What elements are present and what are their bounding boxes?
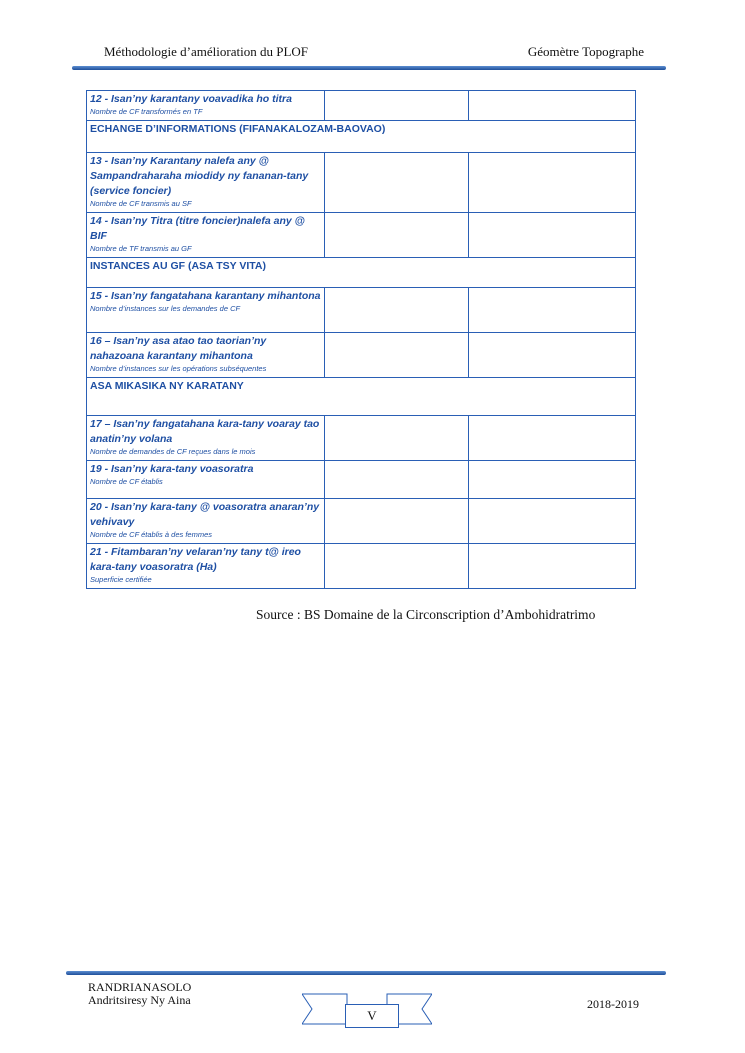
section-title: ECHANGE D’INFORMATIONS (FIFANAKALOZAM-BAOVAO) [90, 123, 386, 135]
table-row [87, 461, 636, 499]
value-cell [469, 213, 636, 258]
page-number: V [345, 1004, 399, 1028]
row-label-cell [87, 378, 636, 416]
author-name-line1: RANDRIANASOLO [88, 980, 192, 994]
row-label-cell [87, 461, 325, 499]
value-cell [469, 499, 636, 544]
row-label: 12 - Isan’ny karantany voavadika ho titra [90, 93, 292, 105]
table-row [87, 333, 636, 378]
author-name-line2: Andritsiresy Ny Aina [88, 993, 191, 1007]
table-row [87, 153, 636, 213]
value-cell [469, 91, 636, 121]
value-cell [469, 544, 636, 589]
row-sublabel: Nombre de CF établis à des femmes [90, 530, 212, 539]
scanned-table [86, 90, 636, 589]
row-label-cell [87, 499, 325, 544]
academic-year: 2018-2019 [587, 997, 639, 1011]
table-section-row [87, 121, 636, 153]
table-section-row [87, 378, 636, 416]
table-row [87, 416, 636, 461]
table-section-row [87, 258, 636, 288]
section-title: INSTANCES AU GF (ASA TSY VITA) [90, 260, 266, 272]
header-subject: Géomètre Topographe [527, 44, 644, 59]
row-sublabel: Nombre d’instances sur les demandes de CF [90, 304, 241, 313]
row-label-cell [87, 213, 325, 258]
row-label: 17 – Isan’ny fangatahana kara-tany voaray tao anatin’ny volana [90, 418, 320, 445]
author-name [88, 981, 191, 1007]
row-sublabel: Nombre d’instances sur les opérations subséquentes [90, 364, 267, 373]
row-sublabel: Superficie certifiée [90, 575, 152, 584]
value-cell [469, 333, 636, 378]
header-title: Méthodologie d’amélioration du PLOF [104, 44, 309, 59]
row-label-cell [87, 258, 636, 288]
value-cell [325, 499, 469, 544]
table-row [87, 288, 636, 333]
header-rule [72, 66, 666, 70]
value-cell [325, 461, 469, 499]
row-label: 19 - Isan’ny kara-tany voasoratra [90, 463, 254, 475]
row-label-cell [87, 544, 325, 589]
row-label: 20 - Isan’ny kara-tany @ voasoratra anaran’ny vehivavy [90, 501, 320, 528]
row-label-cell [87, 91, 325, 121]
row-label: 16 – Isan’ny asa atao tao taorian’ny nahazoana karantany mihantona [90, 335, 267, 362]
row-label-cell [87, 288, 325, 333]
row-label-cell [87, 121, 636, 153]
row-label: 14 - Isan’ny Titra (titre foncier)nalefa any @ BIF [90, 215, 305, 242]
value-cell [469, 461, 636, 499]
table-row [87, 544, 636, 589]
table-row [87, 91, 636, 121]
value-cell [469, 416, 636, 461]
value-cell [325, 91, 469, 121]
value-cell [469, 153, 636, 213]
section-title: ASA MIKASIKA NY KARATANY [90, 380, 244, 392]
table-row [87, 499, 636, 544]
row-sublabel: Nombre de CF transformés en TF [90, 107, 203, 116]
row-sublabel: Nombre de TF transmis au GF [90, 244, 192, 253]
value-cell [325, 544, 469, 589]
source-caption: Source : BS Domaine de la Circonscription d’Ambohidratrimo [256, 607, 596, 622]
row-sublabel: Nombre de CF transmis au SF [90, 199, 192, 208]
table-row [87, 213, 636, 258]
value-cell [325, 416, 469, 461]
row-label: 15 - Isan’ny fangatahana karantany mihantona [90, 290, 321, 302]
row-label: 21 - Fitambaran’ny velaran’ny tany t@ ireo kara-tany voasoratra (Ha) [90, 546, 301, 573]
row-label-cell [87, 416, 325, 461]
value-cell [469, 288, 636, 333]
row-label-cell [87, 153, 325, 213]
row-sublabel: Nombre de demandes de CF reçues dans le mois [90, 447, 256, 456]
row-label-cell [87, 333, 325, 378]
row-sublabel: Nombre de CF établis [90, 477, 163, 486]
value-cell [325, 288, 469, 333]
value-cell [325, 153, 469, 213]
value-cell [325, 213, 469, 258]
row-label: 13 - Isan’ny Karantany nalefa any @ Sampandraharaha miodidy ny fananan-tany (service foncier) [90, 155, 309, 197]
value-cell [325, 333, 469, 378]
footer-rule [66, 971, 666, 975]
